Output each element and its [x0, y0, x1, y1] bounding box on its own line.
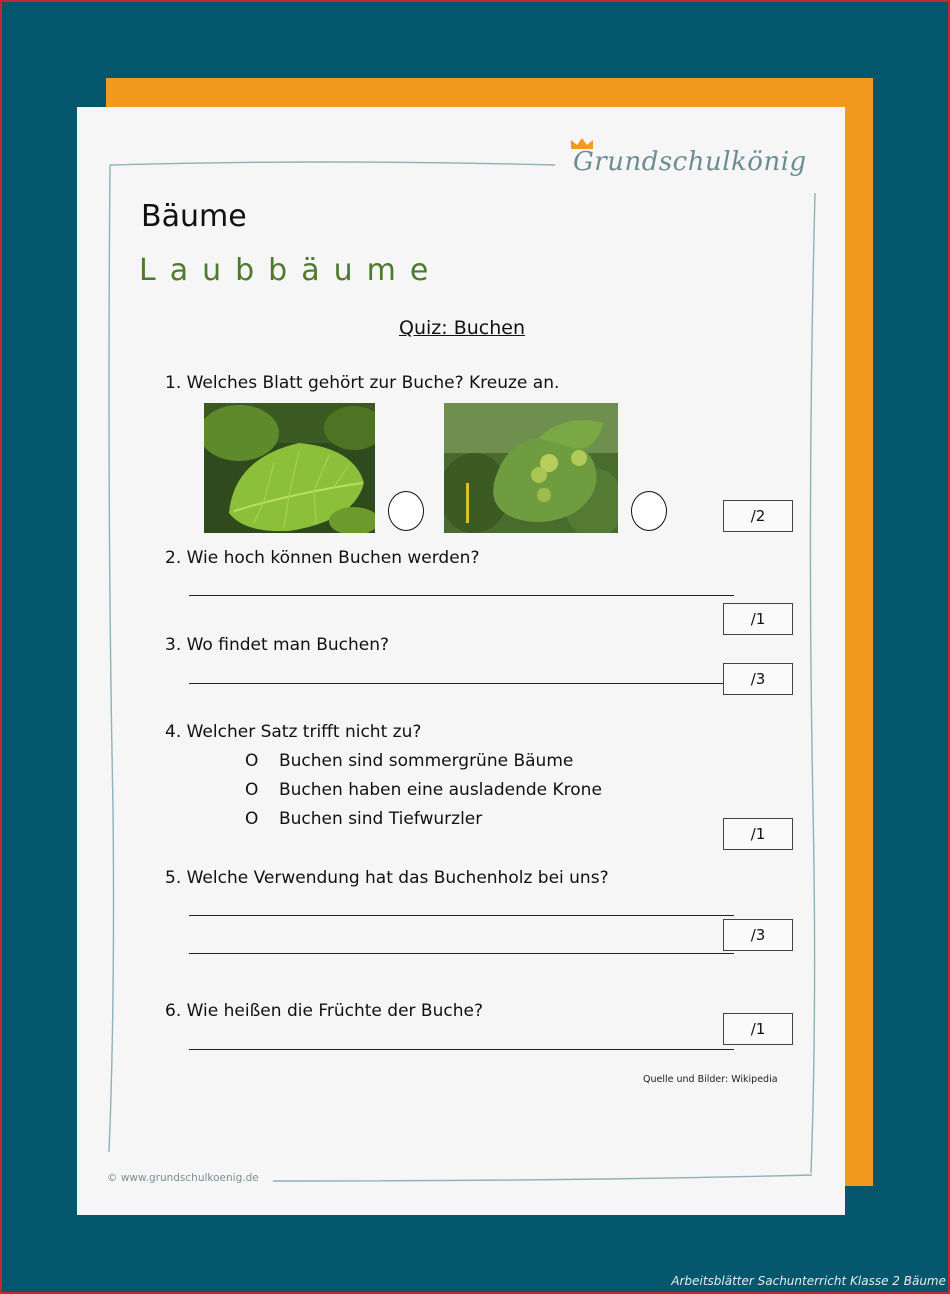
- answer-line[interactable]: [189, 683, 724, 684]
- option-3[interactable]: [245, 809, 482, 829]
- answer-line[interactable]: [189, 1049, 734, 1050]
- question-4: 4. Welcher Satz trifft nicht zu?: [165, 722, 422, 742]
- option-2[interactable]: [245, 780, 602, 800]
- score-box-1[interactable]: /2: [723, 500, 793, 532]
- question-1: 1. Welches Blatt gehört zur Buche? Kreuze an.: [165, 373, 560, 393]
- quiz-title: Quiz: Buchen: [399, 317, 525, 339]
- score-box-4[interactable]: /1: [723, 818, 793, 850]
- question-6: 6. Wie heißen die Früchte der Buche?: [165, 1001, 483, 1021]
- page-title: Bäume: [141, 199, 247, 234]
- option-label: Buchen sind Tiefwurzler: [279, 809, 483, 829]
- score-box-6[interactable]: /1: [723, 1013, 793, 1045]
- page-subtitle: Laubbäume: [139, 253, 443, 288]
- question-5: 5. Welche Verwendung hat das Buchenholz bei uns?: [165, 868, 609, 888]
- footer-url: © www.grundschulkoenig.de: [107, 1172, 259, 1184]
- option-label: Buchen sind sommergrüne Bäume: [279, 751, 574, 771]
- option-label: Buchen haben eine ausladende Krone: [279, 780, 602, 800]
- answer-line[interactable]: [189, 953, 734, 954]
- source-note: Quelle und Bilder: Wikipedia: [643, 1074, 778, 1085]
- answer-line[interactable]: [189, 595, 734, 596]
- score-box-2[interactable]: /1: [723, 603, 793, 635]
- question-2: 2. Wie hoch können Buchen werden?: [165, 548, 480, 568]
- option-mark: O: [245, 780, 259, 800]
- option-mark: O: [245, 751, 259, 771]
- answer-circle-oak[interactable]: [631, 491, 667, 531]
- answer-circle-beech[interactable]: [388, 491, 424, 531]
- question-3: 3. Wo findet man Buchen?: [165, 635, 390, 655]
- option-1[interactable]: [245, 751, 573, 771]
- answer-line[interactable]: [189, 915, 734, 916]
- score-box-5[interactable]: /3: [723, 919, 793, 951]
- worksheet-page: [77, 107, 845, 1215]
- score-box-3[interactable]: /3: [723, 663, 793, 695]
- beech-leaf-photo: [204, 403, 375, 533]
- image-caption: Arbeitsblätter Sachunterricht Klasse 2 Bäume: [671, 1274, 946, 1288]
- option-mark: O: [245, 809, 259, 829]
- brand-logo: Grundschulkönig: [573, 147, 807, 177]
- oak-leaf-photo: [444, 403, 618, 533]
